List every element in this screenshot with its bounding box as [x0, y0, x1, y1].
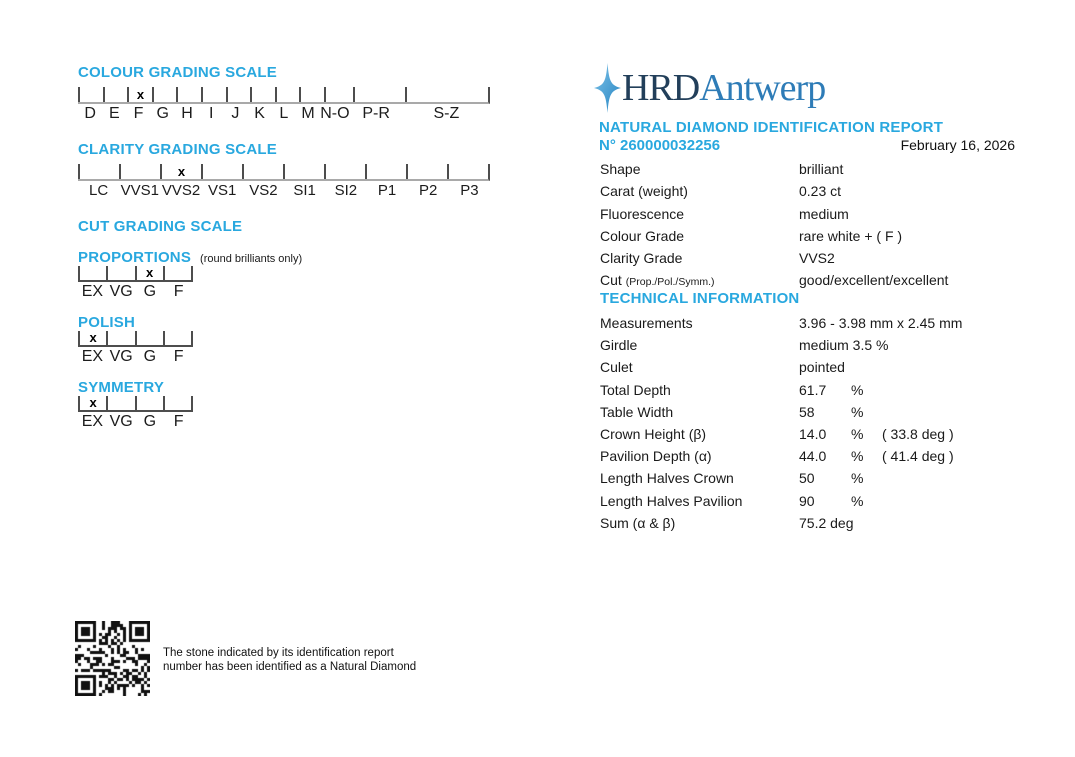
tech-row-label: Length Halves Crown: [600, 470, 734, 487]
tech-row: [600, 312, 962, 334]
scale-label: G: [143, 283, 157, 300]
cut-scale-heading: CUT GRADING SCALE: [78, 218, 243, 235]
grade-ruler: [78, 87, 490, 104]
scale-label: P3: [460, 182, 479, 199]
report-row: [600, 203, 948, 225]
polish-grading-scale: [78, 331, 193, 366]
scale-segment: [275, 87, 300, 102]
scale-label: F: [173, 348, 184, 365]
scale-label: F: [173, 413, 184, 430]
scale-segment: [226, 87, 251, 102]
scale-segment: [78, 87, 103, 102]
scale-label: N-O: [320, 105, 350, 122]
scale-label: G: [143, 348, 157, 365]
scale-label: VG: [109, 413, 133, 430]
tech-row-value: 50: [799, 470, 815, 487]
scale-segment: [135, 266, 163, 280]
tech-row-value: 44.0: [799, 448, 827, 465]
scale-label: EX: [81, 348, 104, 365]
scale-label: E: [108, 105, 120, 122]
scale-segment: [242, 164, 283, 179]
symmetry-grading-scale: [78, 396, 193, 431]
grade-ruler-labels: [78, 104, 490, 123]
tech-row-extra: ( 41.4 deg ): [882, 448, 954, 465]
scale-segment: [163, 396, 191, 410]
report-row-value: rare white + ( F ): [799, 227, 903, 244]
report-row: [600, 247, 948, 269]
report-row-label-text: Cut: [600, 272, 622, 289]
clarity-grading-scale: [78, 164, 490, 200]
scale-segment: [106, 331, 134, 345]
scale-segment: [160, 164, 201, 179]
report-row-label: [600, 225, 799, 247]
report-row-label-text: Clarity Grade: [600, 250, 683, 267]
report-row-label: [600, 247, 799, 269]
scale-segment: [78, 164, 119, 179]
grade-mark-x: x: [146, 265, 154, 280]
technical-information-heading: TECHNICAL INFORMATION: [600, 290, 800, 307]
tech-row-value: 58: [799, 403, 815, 420]
scale-label: G: [156, 105, 169, 122]
report-date: February 16, 2026: [900, 137, 1015, 153]
report-row-value: good/excellent/excellent: [799, 272, 949, 289]
proportions-heading: [78, 249, 302, 267]
report-row-label-note: (Prop./Pol./Symm.): [625, 276, 715, 289]
report-row-label-text: Colour Grade: [600, 227, 685, 244]
sparkle-star-icon: [594, 63, 621, 113]
tech-row-value: 14.0: [799, 425, 827, 442]
report-number: N° 260000032256: [599, 137, 721, 154]
proportions-note: (round brilliants only): [200, 253, 303, 265]
qr-code: [75, 621, 150, 696]
tech-row-unit: %: [851, 403, 864, 420]
tech-row-label: Measurements: [600, 315, 693, 331]
scale-label: P1: [377, 182, 397, 199]
scale-label: EX: [81, 413, 104, 430]
scale-segment: [250, 87, 275, 102]
scale-label: SI2: [334, 182, 358, 199]
report-row-value: 0.23 ct: [799, 183, 842, 200]
grade-ruler-labels: [78, 412, 193, 431]
tech-row-value: pointed: [799, 359, 845, 376]
tech-row: [600, 379, 962, 401]
report-row-label: [600, 203, 799, 225]
report-row-value: brilliant: [799, 161, 844, 177]
tech-row-unit: %: [851, 381, 864, 398]
tech-row: [600, 423, 962, 445]
scale-segment: [324, 164, 365, 179]
clarity-scale-heading: CLARITY GRADING SCALE: [78, 141, 277, 158]
report-row-label: [600, 180, 799, 202]
grade-ruler: [78, 266, 193, 282]
scale-segment: [447, 164, 488, 179]
scale-segment: [163, 266, 191, 280]
scale-segment: [135, 331, 163, 345]
scale-label: P-R: [362, 105, 390, 122]
report-row-label-text: Shape: [600, 161, 641, 177]
symmetry-heading: SYMMETRY: [78, 379, 165, 396]
grade-mark-x: x: [177, 164, 186, 179]
tech-row: [600, 490, 962, 512]
report-row-label: [600, 158, 799, 180]
tech-row-unit: %: [851, 492, 864, 509]
report-row-label-text: Carat (weight): [600, 183, 688, 200]
tech-row-label: Crown Height (β): [600, 425, 707, 442]
scale-segment: [78, 396, 106, 410]
tech-row-label: Total Depth: [600, 381, 671, 398]
logo-text-antwerp: Antwerp: [699, 67, 826, 109]
qr-caption-line2: number has been identified as a Natural Diamond: [163, 660, 417, 673]
tech-row-label: Culet: [600, 359, 633, 376]
grade-ruler: [78, 331, 193, 347]
tech-row-unit: %: [851, 425, 864, 442]
scale-label: VS1: [208, 182, 237, 199]
scale-label: M: [301, 105, 315, 122]
grade-mark-x: x: [136, 87, 145, 102]
technical-table: [600, 312, 962, 534]
scale-label: K: [254, 105, 265, 122]
polish-heading: POLISH: [78, 314, 136, 331]
scale-segment: [299, 87, 324, 102]
tech-row-label: Girdle: [600, 337, 638, 354]
report-row: [600, 269, 948, 291]
report-number-row: [599, 137, 1015, 154]
proportions-heading-text: PROPORTIONS: [78, 249, 192, 266]
scale-label: I: [208, 105, 214, 122]
tech-row-label: Pavilion Depth (α): [600, 448, 712, 465]
scale-segment: [405, 87, 488, 102]
scale-segment: [365, 164, 406, 179]
scale-label: VG: [109, 283, 133, 300]
tech-row-label: Table Width: [600, 403, 674, 420]
scale-segment: [176, 87, 201, 102]
scale-segment: [78, 331, 106, 345]
tech-row-value: 61.7: [799, 381, 827, 398]
report-row: [600, 158, 948, 180]
scale-segment: [201, 87, 226, 102]
scale-segment: [127, 87, 152, 102]
scale-label: F: [133, 105, 144, 122]
report-row-label: [600, 269, 799, 291]
summary-table: [600, 158, 948, 292]
report-row-value: VVS2: [799, 250, 835, 267]
grade-ruler: [78, 396, 193, 412]
grade-mark-x: x: [89, 330, 97, 345]
scale-label: J: [231, 105, 240, 122]
tech-row-label: Length Halves Pavilion: [600, 492, 743, 509]
proportions-grading-scale: [78, 266, 193, 301]
scale-label: L: [279, 105, 289, 122]
scale-label: VVS1: [120, 182, 159, 199]
grade-ruler-labels: [78, 347, 193, 366]
scale-label: S-Z: [433, 105, 460, 122]
scale-label: D: [84, 105, 96, 122]
scale-segment: [324, 87, 353, 102]
grade-ruler-labels: [78, 282, 193, 301]
colour-grading-scale: [78, 87, 490, 123]
grade-ruler: [78, 164, 490, 181]
scale-label: F: [173, 283, 184, 300]
scale-label: LC: [89, 182, 109, 199]
scale-segment: [135, 396, 163, 410]
scale-segment: [119, 164, 160, 179]
tech-row-value: medium 3.5 %: [799, 337, 889, 354]
scale-segment: [353, 87, 405, 102]
scale-segment: [283, 164, 324, 179]
grade-ruler-labels: [78, 181, 490, 200]
scale-label: P2: [419, 182, 438, 199]
tech-row: [600, 512, 962, 534]
scale-segment: [201, 164, 242, 179]
grade-mark-x: x: [89, 395, 97, 410]
scale-segment: [106, 396, 134, 410]
tech-row: [600, 467, 962, 489]
tech-row-value: 75.2 deg: [799, 514, 854, 531]
tech-row: [600, 334, 962, 356]
scale-label: VS2: [249, 182, 278, 199]
report-row: [600, 225, 948, 247]
scale-segment: [78, 266, 106, 280]
scale-label: EX: [81, 283, 104, 300]
tech-row: [600, 445, 962, 467]
report-title: NATURAL DIAMOND IDENTIFICATION REPORT: [599, 119, 944, 136]
tech-row-extra: ( 33.8 deg ): [882, 425, 954, 442]
tech-row: [600, 401, 962, 423]
scale-label: G: [143, 413, 157, 430]
scale-segment: [103, 87, 128, 102]
report-row-value: medium: [799, 205, 849, 222]
qr-caption-line1: The stone indicated by its identification report: [163, 647, 394, 659]
scale-segment: [152, 87, 177, 102]
tech-row-label: Sum (α & β): [600, 514, 676, 531]
scale-segment: [163, 331, 191, 345]
report-row: [600, 180, 948, 202]
scale-label: SI1: [293, 182, 316, 199]
scale-label: VVS2: [161, 182, 201, 199]
scale-label: H: [181, 105, 193, 122]
scale-segment: [406, 164, 447, 179]
scale-label: VG: [109, 348, 133, 365]
tech-row-value: 90: [799, 492, 815, 509]
scale-segment: [106, 266, 134, 280]
report-row-label-text: Fluorescence: [600, 205, 685, 222]
tech-row-unit: %: [851, 470, 864, 487]
tech-row-unit: %: [851, 448, 864, 465]
tech-row: [600, 356, 962, 378]
hrd-antwerp-logo: [594, 63, 825, 113]
qr-caption: [163, 647, 416, 674]
colour-scale-heading: COLOUR GRADING SCALE: [78, 64, 277, 81]
tech-row-value: 3.96 - 3.98 mm x 2.45 mm: [799, 315, 963, 331]
logo-text-hrd: HRD: [622, 67, 700, 109]
